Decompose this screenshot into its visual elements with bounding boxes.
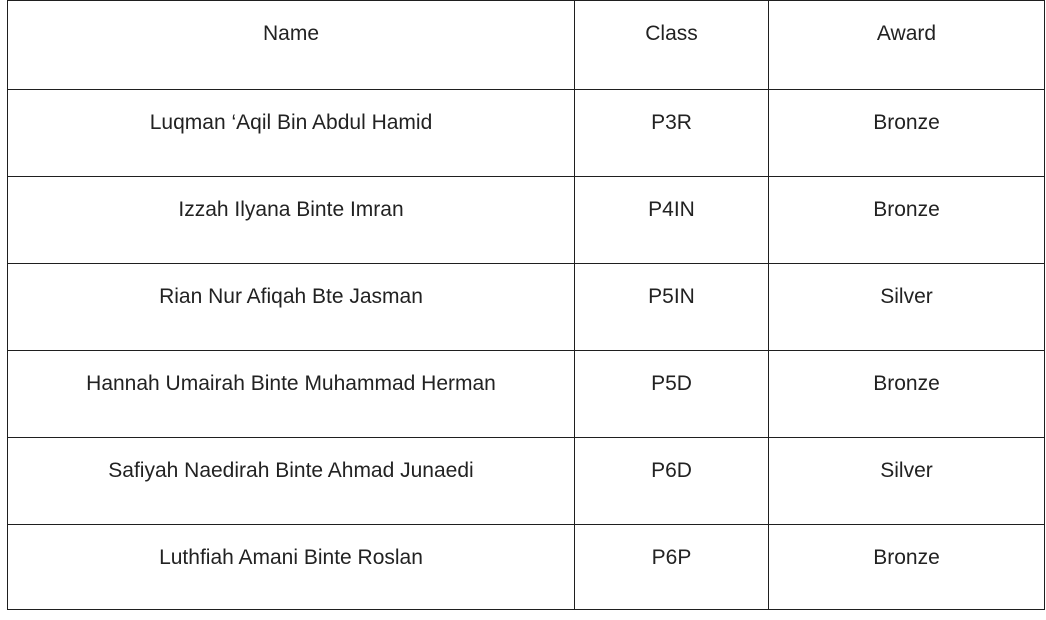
cell-name: Rian Nur Afiqah Bte Jasman xyxy=(8,264,575,351)
table-row xyxy=(8,177,1045,264)
cell-name: Luthfiah Amani Binte Roslan xyxy=(8,525,575,610)
header-class: Class xyxy=(575,1,769,90)
cell-award: Bronze xyxy=(769,90,1045,177)
table-header xyxy=(8,1,1045,90)
cell-award: Bronze xyxy=(769,177,1045,264)
cell-class: P6P xyxy=(575,525,769,610)
cell-award: Bronze xyxy=(769,525,1045,610)
header-award: Award xyxy=(769,1,1045,90)
cell-award: Silver xyxy=(769,264,1045,351)
table-row xyxy=(8,90,1045,177)
cell-name: Izzah Ilyana Binte Imran xyxy=(8,177,575,264)
cell-name: Safiyah Naedirah Binte Ahmad Junaedi xyxy=(8,438,575,525)
table-row xyxy=(8,264,1045,351)
table-row xyxy=(8,351,1045,438)
cell-award: Silver xyxy=(769,438,1045,525)
table-row xyxy=(8,525,1045,610)
awards-table xyxy=(7,0,1045,610)
table-body xyxy=(8,90,1045,610)
cell-class: P4IN xyxy=(575,177,769,264)
cell-class: P3R xyxy=(575,90,769,177)
cell-name: Luqman ‘Aqil Bin Abdul Hamid xyxy=(8,90,575,177)
cell-class: P5IN xyxy=(575,264,769,351)
cell-name: Hannah Umairah Binte Muhammad Herman xyxy=(8,351,575,438)
cell-class: P5D xyxy=(575,351,769,438)
header-row xyxy=(8,1,1045,90)
cell-award: Bronze xyxy=(769,351,1045,438)
header-name: Name xyxy=(8,1,575,90)
table-row xyxy=(8,438,1045,525)
cell-class: P6D xyxy=(575,438,769,525)
